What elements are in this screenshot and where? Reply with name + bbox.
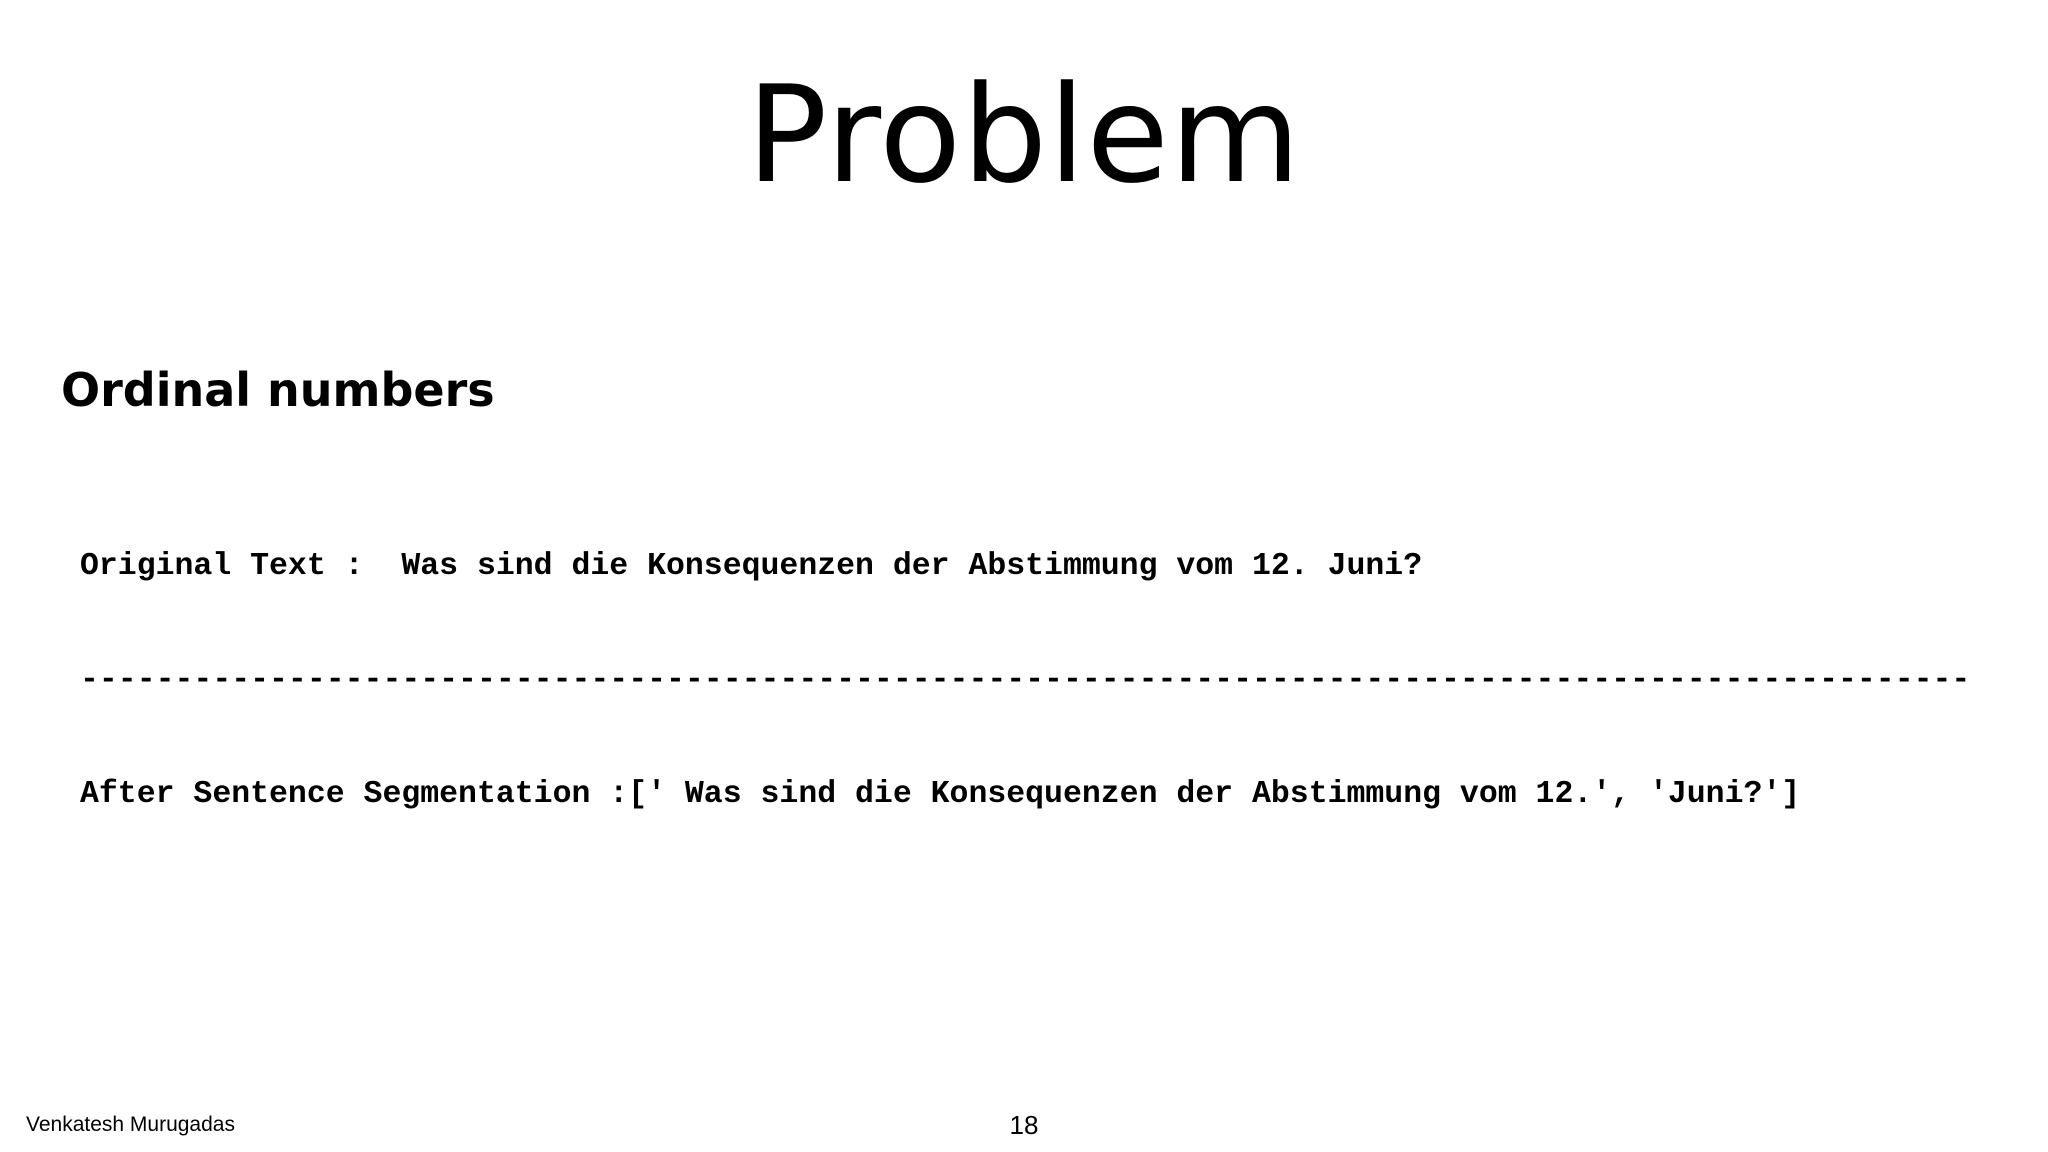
code-output-block	[80, 472, 2040, 890]
footer-author: Venkatesh Murugadas	[26, 1113, 235, 1136]
code-line-segmentation-result: After Sentence Segmentation :[' Was sind die Konsequenzen der Abstimmung vom 12.', 'Juni?']	[80, 777, 1801, 812]
slide-title: Problem	[746, 57, 1302, 213]
slide-subtitle: Ordinal numbers	[61, 363, 495, 417]
page-number: 18	[1009, 1110, 1039, 1140]
code-line-original-text: Original Text : Was sind die Konsequenzen der Abstimmung vom 12. Juni?	[80, 549, 1423, 584]
code-line-separator: ----------------------------------------------------------------------------------------------------	[80, 663, 1971, 698]
